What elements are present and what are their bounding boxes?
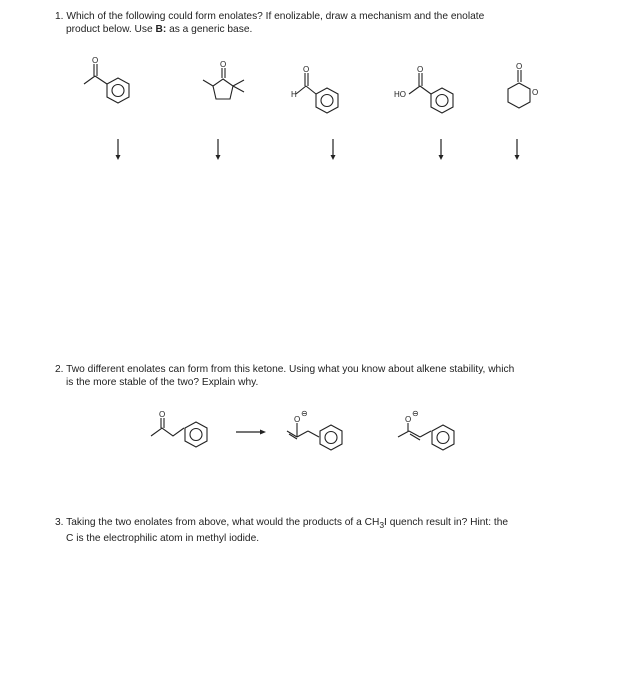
- oxygen-label: O: [303, 65, 310, 74]
- question-1-line-2: product below. Use B: as a generic base.: [66, 24, 253, 35]
- negative-charge-icon: ⊖: [301, 409, 308, 418]
- oxide-label: O: [294, 415, 301, 424]
- reaction-arrow-3-head: [331, 155, 336, 160]
- base-symbol: B:: [155, 24, 167, 35]
- question-3-line-1: 3. Taking the two enolates from above, what would the products of a $CH_3I$ quench result in? Hint: the: [55, 517, 509, 531]
- reaction-arrow-4-head: [439, 155, 444, 160]
- enolate-kinetic: [287, 423, 342, 450]
- molecule-phenylpropanoic-acid: [409, 73, 453, 113]
- hydrogen-label: H: [291, 90, 297, 99]
- oxygen-label: O: [220, 60, 227, 69]
- molecule-acetophenone: [84, 64, 129, 103]
- enolate-formation-arrow-head: [260, 430, 266, 435]
- oxygen-label: O: [417, 65, 424, 74]
- molecule-dimethylcyclopentanone: [203, 68, 244, 99]
- question-1-line-1: 1. Which of the following could form enolates? If enolizable, draw a mechanism and the enolate: [55, 11, 485, 22]
- negative-charge-icon: ⊖: [412, 409, 419, 418]
- reaction-arrow-1-head: [116, 155, 121, 160]
- question-2-line-1: 2. Two different enolates can form from this ketone. Using what you know about alkene stability, which: [55, 364, 515, 375]
- reaction-arrow-2-head: [216, 155, 221, 160]
- molecule-phenylpropanal: [296, 73, 338, 113]
- oxygen-label: O: [92, 56, 99, 65]
- oxygen-label: O: [516, 62, 523, 71]
- ring-oxygen-label: O: [532, 88, 539, 97]
- oxygen-label: O: [159, 410, 166, 419]
- hydroxyl-label: HO: [394, 90, 406, 99]
- molecule-lactone: [508, 70, 530, 108]
- question-3-line-2: C is the electrophilic atom in methyl iodide.: [66, 533, 260, 545]
- question-2-line-2: is the more stable of the two? Explain why.: [66, 377, 259, 388]
- enolate-thermodynamic: [398, 423, 454, 450]
- oxide-label: O: [405, 415, 412, 424]
- reaction-arrow-5-head: [515, 155, 520, 160]
- molecule-benzyl-ketone: [151, 418, 207, 447]
